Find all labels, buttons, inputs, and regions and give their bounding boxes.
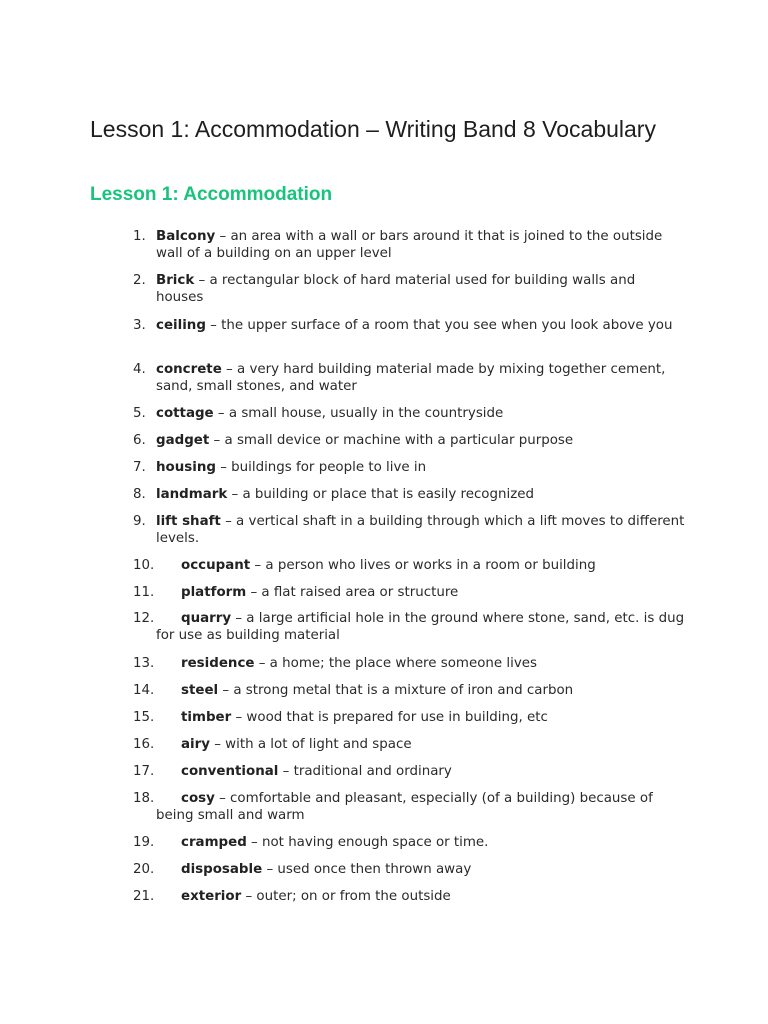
item-number: 19.	[133, 835, 155, 850]
vocab-definition: – a building or place that is easily recognized	[227, 487, 534, 502]
item-number: 21.	[133, 889, 155, 904]
item-content	[156, 791, 686, 824]
item-number: 20.	[133, 862, 155, 877]
item-number: 9.	[133, 514, 146, 529]
item-content	[156, 737, 686, 754]
vocab-term: cosy	[181, 791, 215, 806]
item-number: 7.	[133, 460, 146, 475]
vocab-definition: – a flat raised area or structure	[246, 585, 459, 600]
item-content	[156, 764, 686, 781]
item-number: 10.	[133, 558, 155, 573]
item-number: 15.	[133, 710, 155, 725]
vocab-term: cottage	[156, 406, 214, 421]
vocab-definition: – used once then thrown away	[262, 862, 472, 877]
vocab-definition: – a large artificial hole in the ground where stone, sand, etc. is dug for use as building material	[156, 611, 685, 643]
section-heading: Lesson 1: Accommodation	[90, 184, 333, 205]
vocab-definition: – the upper surface of a room that you see when you look above you	[205, 318, 673, 333]
vocab-definition: – not having enough space or time.	[246, 835, 489, 850]
vocab-term: gadget	[156, 433, 210, 448]
item-content	[156, 558, 686, 575]
item-number: 16.	[133, 737, 155, 752]
item-content	[156, 835, 686, 852]
item-content	[156, 362, 686, 395]
vocab-definition: – buildings for people to live in	[215, 460, 427, 475]
vocab-definition: – a strong metal that is a mixture of iron and carbon	[218, 683, 574, 698]
vocab-definition: – outer; on or from the outside	[241, 889, 451, 904]
item-number: 1.	[133, 229, 146, 244]
item-content	[156, 585, 686, 602]
item-content	[156, 683, 686, 700]
vocab-term: exterior	[181, 889, 242, 904]
vocab-term: cramped	[181, 835, 247, 850]
item-content	[156, 656, 686, 673]
vocab-term: Brick	[156, 273, 195, 288]
vocab-definition: – with a lot of light and space	[209, 737, 412, 752]
item-content	[156, 710, 686, 727]
vocab-term: occupant	[181, 558, 251, 573]
item-content	[156, 229, 686, 262]
vocab-term: housing	[156, 460, 216, 475]
vocab-term: airy	[181, 737, 210, 752]
item-number: 5.	[133, 406, 146, 421]
item-number: 18.	[133, 791, 155, 806]
item-content	[156, 406, 686, 423]
vocab-term: ceiling	[156, 318, 206, 333]
item-number: 2.	[133, 273, 146, 288]
item-content	[156, 433, 686, 450]
vocab-definition: – a very hard building material made by mixing together cement, sand, small stones, and water	[156, 362, 666, 394]
vocab-term: lift shaft	[156, 514, 221, 529]
vocab-definition: – a person who lives or works in a room or building	[250, 558, 596, 573]
item-number: 8.	[133, 487, 146, 502]
vocab-definition: – a rectangular block of hard material used for building walls and houses	[156, 273, 636, 305]
vocab-definition: – wood that is prepared for use in building, etc	[231, 710, 548, 725]
item-content	[156, 611, 686, 644]
vocab-term: platform	[181, 585, 247, 600]
vocab-definition: – comfortable and pleasant, especially (of a building) because of being small and warm	[156, 791, 653, 823]
item-content	[156, 514, 686, 547]
vocab-definition: – a vertical shaft in a building through which a lift moves to different levels.	[156, 514, 685, 546]
item-number: 12.	[133, 611, 155, 626]
item-number: 14.	[133, 683, 155, 698]
document-title: Lesson 1: Accommodation – Writing Band 8 Vocabulary	[90, 116, 656, 142]
item-content	[156, 487, 686, 504]
vocab-term: timber	[181, 710, 232, 725]
item-number: 6.	[133, 433, 146, 448]
vocab-definition: – a small house, usually in the countryside	[213, 406, 504, 421]
vocab-definition: – an area with a wall or bars around it that is joined to the outside wall of a building on an upper level	[156, 229, 663, 261]
item-content	[156, 460, 686, 477]
item-content	[156, 318, 686, 335]
vocab-term: quarry	[181, 611, 232, 626]
item-number: 11.	[133, 585, 155, 600]
vocab-term: steel	[181, 683, 219, 698]
item-content	[156, 273, 686, 306]
item-number: 13.	[133, 656, 155, 671]
vocab-term: residence	[181, 656, 255, 671]
vocab-definition: – traditional and ordinary	[278, 764, 452, 779]
item-number: 4.	[133, 362, 146, 377]
vocab-term: disposable	[181, 862, 263, 877]
item-number: 17.	[133, 764, 155, 779]
vocab-term: landmark	[156, 487, 228, 502]
vocab-term: Balcony	[156, 229, 216, 244]
item-content	[156, 889, 686, 906]
vocab-term: conventional	[181, 764, 279, 779]
item-content	[156, 862, 686, 879]
vocab-term: concrete	[156, 362, 222, 377]
vocab-definition: – a small device or machine with a particular purpose	[209, 433, 574, 448]
item-number: 3.	[133, 318, 146, 333]
vocab-definition: – a home; the place where someone lives	[254, 656, 537, 671]
